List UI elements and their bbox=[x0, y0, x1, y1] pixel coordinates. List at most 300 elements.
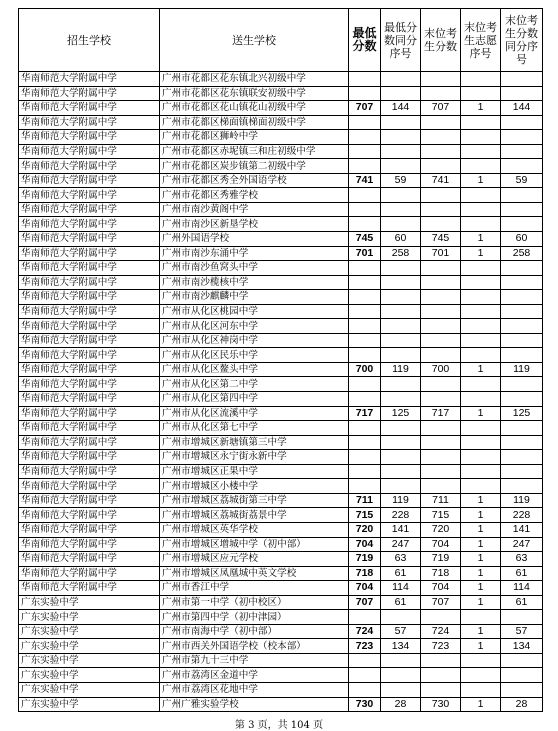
last-score-cell: 717 bbox=[421, 406, 461, 421]
min-score-cell bbox=[349, 217, 381, 232]
sending-school-cell: 广州市从化区河东中学 bbox=[160, 319, 349, 334]
min-score-cell bbox=[349, 261, 381, 276]
header-min-score-tie-no: 最低分数同分序号 bbox=[381, 9, 421, 72]
last-score-cell: 720 bbox=[421, 522, 461, 537]
sending-school-cell: 广州市从化区神岗中学 bbox=[160, 333, 349, 348]
min-score-tie-cell bbox=[381, 682, 421, 697]
min-score-cell: 711 bbox=[349, 493, 381, 508]
last-choice-cell bbox=[461, 450, 501, 465]
table-row bbox=[19, 348, 543, 363]
admitting-school-cell: 华南师范大学附属中学 bbox=[19, 479, 160, 494]
admitting-school-cell: 华南师范大学附属中学 bbox=[19, 421, 160, 436]
last-choice-cell bbox=[461, 159, 501, 174]
last-choice-cell: 1 bbox=[461, 522, 501, 537]
min-score-tie-cell bbox=[381, 377, 421, 392]
admitting-school-cell: 华南师范大学附属中学 bbox=[19, 188, 160, 203]
min-score-tie-cell bbox=[381, 275, 421, 290]
admitting-school-cell: 华南师范大学附属中学 bbox=[19, 202, 160, 217]
min-score-tie-cell bbox=[381, 479, 421, 494]
table-row bbox=[19, 304, 543, 319]
min-score-cell bbox=[349, 86, 381, 101]
last-tie-cell: 144 bbox=[501, 101, 543, 116]
last-choice-cell bbox=[461, 464, 501, 479]
last-choice-cell bbox=[461, 348, 501, 363]
admitting-school-cell: 华南师范大学附属中学 bbox=[19, 333, 160, 348]
last-tie-cell bbox=[501, 188, 543, 203]
last-choice-cell bbox=[461, 261, 501, 276]
last-score-cell: 707 bbox=[421, 101, 461, 116]
last-tie-cell bbox=[501, 159, 543, 174]
min-score-cell bbox=[349, 72, 381, 87]
last-tie-cell bbox=[501, 144, 543, 159]
min-score-tie-cell bbox=[381, 290, 421, 305]
last-score-cell bbox=[421, 275, 461, 290]
last-score-cell bbox=[421, 115, 461, 130]
min-score-cell bbox=[349, 610, 381, 625]
last-score-cell: 724 bbox=[421, 624, 461, 639]
last-choice-cell bbox=[461, 72, 501, 87]
table-row bbox=[19, 72, 543, 87]
last-score-cell bbox=[421, 479, 461, 494]
min-score-tie-cell bbox=[381, 217, 421, 232]
sending-school-cell: 广州市第九十三中学 bbox=[160, 653, 349, 668]
last-tie-cell: 228 bbox=[501, 508, 543, 523]
table-row bbox=[19, 86, 543, 101]
sending-school-cell: 广州市从化区民乐中学 bbox=[160, 348, 349, 363]
last-choice-cell bbox=[461, 435, 501, 450]
sending-school-cell: 广州市增城区英华学校 bbox=[160, 522, 349, 537]
table-row bbox=[19, 115, 543, 130]
min-score-cell bbox=[349, 421, 381, 436]
min-score-tie-cell: 258 bbox=[381, 246, 421, 261]
min-score-tie-cell bbox=[381, 668, 421, 683]
admitting-school-cell: 广东实验中学 bbox=[19, 624, 160, 639]
last-score-cell: 711 bbox=[421, 493, 461, 508]
sending-school-cell: 广州市增城区永宁街永新中学 bbox=[160, 450, 349, 465]
admitting-school-cell: 华南师范大学附属中学 bbox=[19, 275, 160, 290]
header-last-choice-no: 末位考生志愿序号 bbox=[461, 9, 501, 72]
min-score-tie-cell bbox=[381, 86, 421, 101]
min-score-tie-cell bbox=[381, 464, 421, 479]
last-score-cell bbox=[421, 450, 461, 465]
sending-school-cell: 广州市西关外国语学校（校本部） bbox=[160, 639, 349, 654]
min-score-tie-cell bbox=[381, 159, 421, 174]
table-row bbox=[19, 130, 543, 145]
min-score-tie-cell: 28 bbox=[381, 697, 421, 712]
last-tie-cell bbox=[501, 464, 543, 479]
min-score-cell: 720 bbox=[349, 522, 381, 537]
min-score-tie-cell: 125 bbox=[381, 406, 421, 421]
min-score-tie-cell bbox=[381, 130, 421, 145]
sending-school-cell: 广州市南沙区新垦学校 bbox=[160, 217, 349, 232]
last-choice-cell: 1 bbox=[461, 566, 501, 581]
table-row bbox=[19, 566, 543, 581]
last-score-cell: 704 bbox=[421, 537, 461, 552]
table-row bbox=[19, 595, 543, 610]
table-row bbox=[19, 217, 543, 232]
sending-school-cell: 广州市第四中学（初中津园） bbox=[160, 610, 349, 625]
min-score-cell: 730 bbox=[349, 697, 381, 712]
admitting-school-cell: 广东实验中学 bbox=[19, 653, 160, 668]
min-score-tie-cell: 57 bbox=[381, 624, 421, 639]
admitting-school-cell: 华南师范大学附属中学 bbox=[19, 72, 160, 87]
min-score-cell bbox=[349, 144, 381, 159]
sending-school-cell: 广州市增城区荔城街第三中学 bbox=[160, 493, 349, 508]
last-score-cell bbox=[421, 304, 461, 319]
last-tie-cell bbox=[501, 290, 543, 305]
last-choice-cell: 1 bbox=[461, 581, 501, 596]
admitting-school-cell: 华南师范大学附属中学 bbox=[19, 130, 160, 145]
table-row bbox=[19, 639, 543, 654]
min-score-tie-cell: 114 bbox=[381, 581, 421, 596]
sending-school-cell: 广州市从化区鳌头中学 bbox=[160, 362, 349, 377]
min-score-tie-cell: 144 bbox=[381, 101, 421, 116]
admitting-school-cell: 广东实验中学 bbox=[19, 668, 160, 683]
min-score-cell: 715 bbox=[349, 508, 381, 523]
last-tie-cell bbox=[501, 450, 543, 465]
min-score-tie-cell: 228 bbox=[381, 508, 421, 523]
last-choice-cell bbox=[461, 188, 501, 203]
last-tie-cell: 119 bbox=[501, 362, 543, 377]
table-row bbox=[19, 464, 543, 479]
last-tie-cell bbox=[501, 668, 543, 683]
last-tie-cell: 63 bbox=[501, 552, 543, 567]
min-score-cell bbox=[349, 275, 381, 290]
last-choice-cell: 1 bbox=[461, 406, 501, 421]
last-score-cell bbox=[421, 290, 461, 305]
min-score-cell: 700 bbox=[349, 362, 381, 377]
last-tie-cell bbox=[501, 377, 543, 392]
min-score-cell bbox=[349, 159, 381, 174]
table-header-row bbox=[19, 9, 543, 72]
admitting-school-cell: 华南师范大学附属中学 bbox=[19, 362, 160, 377]
table-row bbox=[19, 392, 543, 407]
last-tie-cell bbox=[501, 261, 543, 276]
min-score-tie-cell: 60 bbox=[381, 232, 421, 247]
min-score-tie-cell bbox=[381, 115, 421, 130]
min-score-cell bbox=[349, 668, 381, 683]
table-row bbox=[19, 624, 543, 639]
min-score-cell: 701 bbox=[349, 246, 381, 261]
min-score-cell bbox=[349, 115, 381, 130]
last-score-cell bbox=[421, 377, 461, 392]
last-score-cell: 730 bbox=[421, 697, 461, 712]
last-choice-cell bbox=[461, 392, 501, 407]
last-score-cell: 715 bbox=[421, 508, 461, 523]
last-score-cell bbox=[421, 610, 461, 625]
admitting-school-cell: 华南师范大学附属中学 bbox=[19, 173, 160, 188]
min-score-cell bbox=[349, 479, 381, 494]
table-row bbox=[19, 581, 543, 596]
last-tie-cell bbox=[501, 72, 543, 87]
admitting-school-cell: 华南师范大学附属中学 bbox=[19, 566, 160, 581]
last-choice-cell bbox=[461, 421, 501, 436]
table-row bbox=[19, 435, 543, 450]
last-score-cell bbox=[421, 668, 461, 683]
table-row bbox=[19, 246, 543, 261]
last-tie-cell bbox=[501, 479, 543, 494]
last-choice-cell bbox=[461, 115, 501, 130]
table-row bbox=[19, 101, 543, 116]
sending-school-cell: 广州广雅实验学校 bbox=[160, 697, 349, 712]
header-last-tie-no: 末位考生分数同分序号 bbox=[501, 9, 543, 72]
sending-school-cell: 广州市花都区狮岭中学 bbox=[160, 130, 349, 145]
last-choice-cell bbox=[461, 653, 501, 668]
last-choice-cell bbox=[461, 86, 501, 101]
last-tie-cell: 141 bbox=[501, 522, 543, 537]
min-score-cell bbox=[349, 435, 381, 450]
sending-school-cell: 广州市花都区炭步镇第二初级中学 bbox=[160, 159, 349, 174]
admitting-school-cell: 华南师范大学附属中学 bbox=[19, 377, 160, 392]
admitting-school-cell: 广东实验中学 bbox=[19, 682, 160, 697]
last-choice-cell bbox=[461, 130, 501, 145]
table-row bbox=[19, 479, 543, 494]
last-score-cell bbox=[421, 130, 461, 145]
min-score-cell: 707 bbox=[349, 595, 381, 610]
last-choice-cell: 1 bbox=[461, 537, 501, 552]
last-score-cell bbox=[421, 348, 461, 363]
last-choice-cell: 1 bbox=[461, 173, 501, 188]
last-score-cell: 701 bbox=[421, 246, 461, 261]
min-score-tie-cell: 119 bbox=[381, 493, 421, 508]
min-score-cell bbox=[349, 188, 381, 203]
last-choice-cell bbox=[461, 333, 501, 348]
sending-school-cell: 广州市花都区花东镇联安初级中学 bbox=[160, 86, 349, 101]
last-tie-cell bbox=[501, 435, 543, 450]
last-choice-cell bbox=[461, 304, 501, 319]
table-row bbox=[19, 144, 543, 159]
last-score-cell bbox=[421, 202, 461, 217]
last-score-cell bbox=[421, 217, 461, 232]
table-row bbox=[19, 552, 543, 567]
sending-school-cell: 广州市增城区新塘镇第三中学 bbox=[160, 435, 349, 450]
sending-school-cell: 广州市花都区花山镇花山初级中学 bbox=[160, 101, 349, 116]
last-score-cell: 718 bbox=[421, 566, 461, 581]
last-choice-cell: 1 bbox=[461, 101, 501, 116]
last-tie-cell bbox=[501, 202, 543, 217]
admission-table-container bbox=[18, 8, 542, 712]
sending-school-cell: 广州市增城区增城中学（初中部） bbox=[160, 537, 349, 552]
min-score-tie-cell bbox=[381, 392, 421, 407]
admitting-school-cell: 华南师范大学附属中学 bbox=[19, 435, 160, 450]
table-row bbox=[19, 421, 543, 436]
min-score-cell: 724 bbox=[349, 624, 381, 639]
min-score-cell bbox=[349, 392, 381, 407]
last-tie-cell: 59 bbox=[501, 173, 543, 188]
last-choice-cell bbox=[461, 610, 501, 625]
admitting-school-cell: 广东实验中学 bbox=[19, 697, 160, 712]
last-score-cell: 707 bbox=[421, 595, 461, 610]
table-row bbox=[19, 450, 543, 465]
last-tie-cell: 247 bbox=[501, 537, 543, 552]
min-score-cell: 704 bbox=[349, 581, 381, 596]
admitting-school-cell: 华南师范大学附属中学 bbox=[19, 115, 160, 130]
table-row bbox=[19, 668, 543, 683]
min-score-cell: 718 bbox=[349, 566, 381, 581]
min-score-tie-cell: 134 bbox=[381, 639, 421, 654]
sending-school-cell: 广州市增城区小楼中学 bbox=[160, 479, 349, 494]
last-score-cell bbox=[421, 159, 461, 174]
sending-school-cell: 广州市花都区秀雅学校 bbox=[160, 188, 349, 203]
last-score-cell bbox=[421, 333, 461, 348]
min-score-cell bbox=[349, 202, 381, 217]
min-score-tie-cell bbox=[381, 188, 421, 203]
last-tie-cell: 60 bbox=[501, 232, 543, 247]
last-choice-cell bbox=[461, 377, 501, 392]
sending-school-cell: 广州市荔湾区花地中学 bbox=[160, 682, 349, 697]
admitting-school-cell: 广东实验中学 bbox=[19, 639, 160, 654]
admitting-school-cell: 华南师范大学附属中学 bbox=[19, 246, 160, 261]
header-min-score: 最低分数 bbox=[349, 9, 381, 72]
min-score-cell bbox=[349, 653, 381, 668]
last-score-cell: 723 bbox=[421, 639, 461, 654]
last-tie-cell: 134 bbox=[501, 639, 543, 654]
sending-school-cell: 广州市荔湾区金道中学 bbox=[160, 668, 349, 683]
last-tie-cell bbox=[501, 86, 543, 101]
min-score-cell bbox=[349, 682, 381, 697]
sending-school-cell: 广州市从化区第二中学 bbox=[160, 377, 349, 392]
min-score-cell bbox=[349, 130, 381, 145]
min-score-cell bbox=[349, 333, 381, 348]
last-tie-cell: 258 bbox=[501, 246, 543, 261]
last-score-cell bbox=[421, 319, 461, 334]
min-score-cell bbox=[349, 348, 381, 363]
admitting-school-cell: 华南师范大学附属中学 bbox=[19, 101, 160, 116]
last-choice-cell: 1 bbox=[461, 232, 501, 247]
min-score-cell: 704 bbox=[349, 537, 381, 552]
last-score-cell bbox=[421, 464, 461, 479]
last-score-cell bbox=[421, 261, 461, 276]
min-score-tie-cell: 59 bbox=[381, 173, 421, 188]
last-tie-cell bbox=[501, 333, 543, 348]
admitting-school-cell: 华南师范大学附属中学 bbox=[19, 319, 160, 334]
admitting-school-cell: 华南师范大学附属中学 bbox=[19, 217, 160, 232]
admitting-school-cell: 广东实验中学 bbox=[19, 610, 160, 625]
last-choice-cell bbox=[461, 144, 501, 159]
sending-school-cell: 广州市从化区流溪中学 bbox=[160, 406, 349, 421]
table-row bbox=[19, 653, 543, 668]
last-tie-cell bbox=[501, 421, 543, 436]
table-row bbox=[19, 537, 543, 552]
min-score-tie-cell: 61 bbox=[381, 595, 421, 610]
last-choice-cell: 1 bbox=[461, 362, 501, 377]
table-row bbox=[19, 202, 543, 217]
min-score-cell bbox=[349, 319, 381, 334]
admitting-school-cell: 华南师范大学附属中学 bbox=[19, 522, 160, 537]
table-row bbox=[19, 261, 543, 276]
admitting-school-cell: 华南师范大学附属中学 bbox=[19, 144, 160, 159]
last-score-cell: 741 bbox=[421, 173, 461, 188]
last-tie-cell: 61 bbox=[501, 595, 543, 610]
min-score-tie-cell: 61 bbox=[381, 566, 421, 581]
admitting-school-cell: 华南师范大学附属中学 bbox=[19, 232, 160, 247]
min-score-tie-cell bbox=[381, 72, 421, 87]
min-score-cell: 723 bbox=[349, 639, 381, 654]
last-choice-cell bbox=[461, 202, 501, 217]
admission-table bbox=[18, 8, 543, 712]
min-score-tie-cell bbox=[381, 348, 421, 363]
last-choice-cell: 1 bbox=[461, 639, 501, 654]
table-row bbox=[19, 508, 543, 523]
last-choice-cell: 1 bbox=[461, 246, 501, 261]
table-row bbox=[19, 188, 543, 203]
sending-school-cell: 广州市从化区桃园中学 bbox=[160, 304, 349, 319]
admitting-school-cell: 华南师范大学附属中学 bbox=[19, 406, 160, 421]
min-score-cell: 745 bbox=[349, 232, 381, 247]
min-score-tie-cell: 247 bbox=[381, 537, 421, 552]
table-row bbox=[19, 362, 543, 377]
min-score-tie-cell bbox=[381, 653, 421, 668]
page-footer: 第 3 页，共 104 页 bbox=[234, 720, 324, 731]
last-choice-cell bbox=[461, 682, 501, 697]
sending-school-cell: 广州市从化区第七中学 bbox=[160, 421, 349, 436]
last-tie-cell bbox=[501, 217, 543, 232]
sending-school-cell: 广州市花都区秀全外国语学校 bbox=[160, 173, 349, 188]
last-score-cell bbox=[421, 421, 461, 436]
min-score-tie-cell bbox=[381, 610, 421, 625]
table-row bbox=[19, 610, 543, 625]
last-choice-cell bbox=[461, 217, 501, 232]
last-score-cell bbox=[421, 188, 461, 203]
admitting-school-cell: 华南师范大学附属中学 bbox=[19, 450, 160, 465]
last-score-cell: 745 bbox=[421, 232, 461, 247]
last-tie-cell bbox=[501, 319, 543, 334]
last-tie-cell bbox=[501, 682, 543, 697]
admitting-school-cell: 华南师范大学附属中学 bbox=[19, 159, 160, 174]
last-score-cell bbox=[421, 144, 461, 159]
sending-school-cell: 广州市增城区应元学校 bbox=[160, 552, 349, 567]
admitting-school-cell: 华南师范大学附属中学 bbox=[19, 392, 160, 407]
table-row bbox=[19, 377, 543, 392]
min-score-tie-cell: 63 bbox=[381, 552, 421, 567]
last-choice-cell: 1 bbox=[461, 508, 501, 523]
sending-school-cell: 广州市香江中学 bbox=[160, 581, 349, 596]
table-row bbox=[19, 319, 543, 334]
min-score-tie-cell bbox=[381, 144, 421, 159]
table-row bbox=[19, 493, 543, 508]
sending-school-cell: 广州市南沙鱼窝头中学 bbox=[160, 261, 349, 276]
last-choice-cell bbox=[461, 479, 501, 494]
sending-school-cell: 广州市花都区赤坭镇三和庄初级中学 bbox=[160, 144, 349, 159]
table-body bbox=[19, 72, 543, 712]
last-tie-cell: 114 bbox=[501, 581, 543, 596]
last-score-cell: 700 bbox=[421, 362, 461, 377]
min-score-cell bbox=[349, 290, 381, 305]
last-choice-cell bbox=[461, 668, 501, 683]
header-last-score: 末位考生分数 bbox=[421, 9, 461, 72]
last-tie-cell bbox=[501, 115, 543, 130]
sending-school-cell: 广州市花都区梯面镇梯面初级中学 bbox=[160, 115, 349, 130]
last-choice-cell bbox=[461, 319, 501, 334]
min-score-tie-cell bbox=[381, 421, 421, 436]
last-tie-cell: 61 bbox=[501, 566, 543, 581]
admitting-school-cell: 广东实验中学 bbox=[19, 595, 160, 610]
last-tie-cell bbox=[501, 275, 543, 290]
min-score-cell: 719 bbox=[349, 552, 381, 567]
sending-school-cell: 广州市增城区荔城街荔景中学 bbox=[160, 508, 349, 523]
table-row bbox=[19, 275, 543, 290]
sending-school-cell: 广州市花都区花东镇北兴初级中学 bbox=[160, 72, 349, 87]
last-tie-cell bbox=[501, 392, 543, 407]
last-score-cell bbox=[421, 435, 461, 450]
sending-school-cell: 广州市南沙榄核中学 bbox=[160, 275, 349, 290]
admitting-school-cell: 华南师范大学附属中学 bbox=[19, 581, 160, 596]
sending-school-cell: 广州市南海中学（初中部） bbox=[160, 624, 349, 639]
min-score-cell: 707 bbox=[349, 101, 381, 116]
min-score-cell: 717 bbox=[349, 406, 381, 421]
admitting-school-cell: 华南师范大学附属中学 bbox=[19, 348, 160, 363]
last-score-cell bbox=[421, 72, 461, 87]
